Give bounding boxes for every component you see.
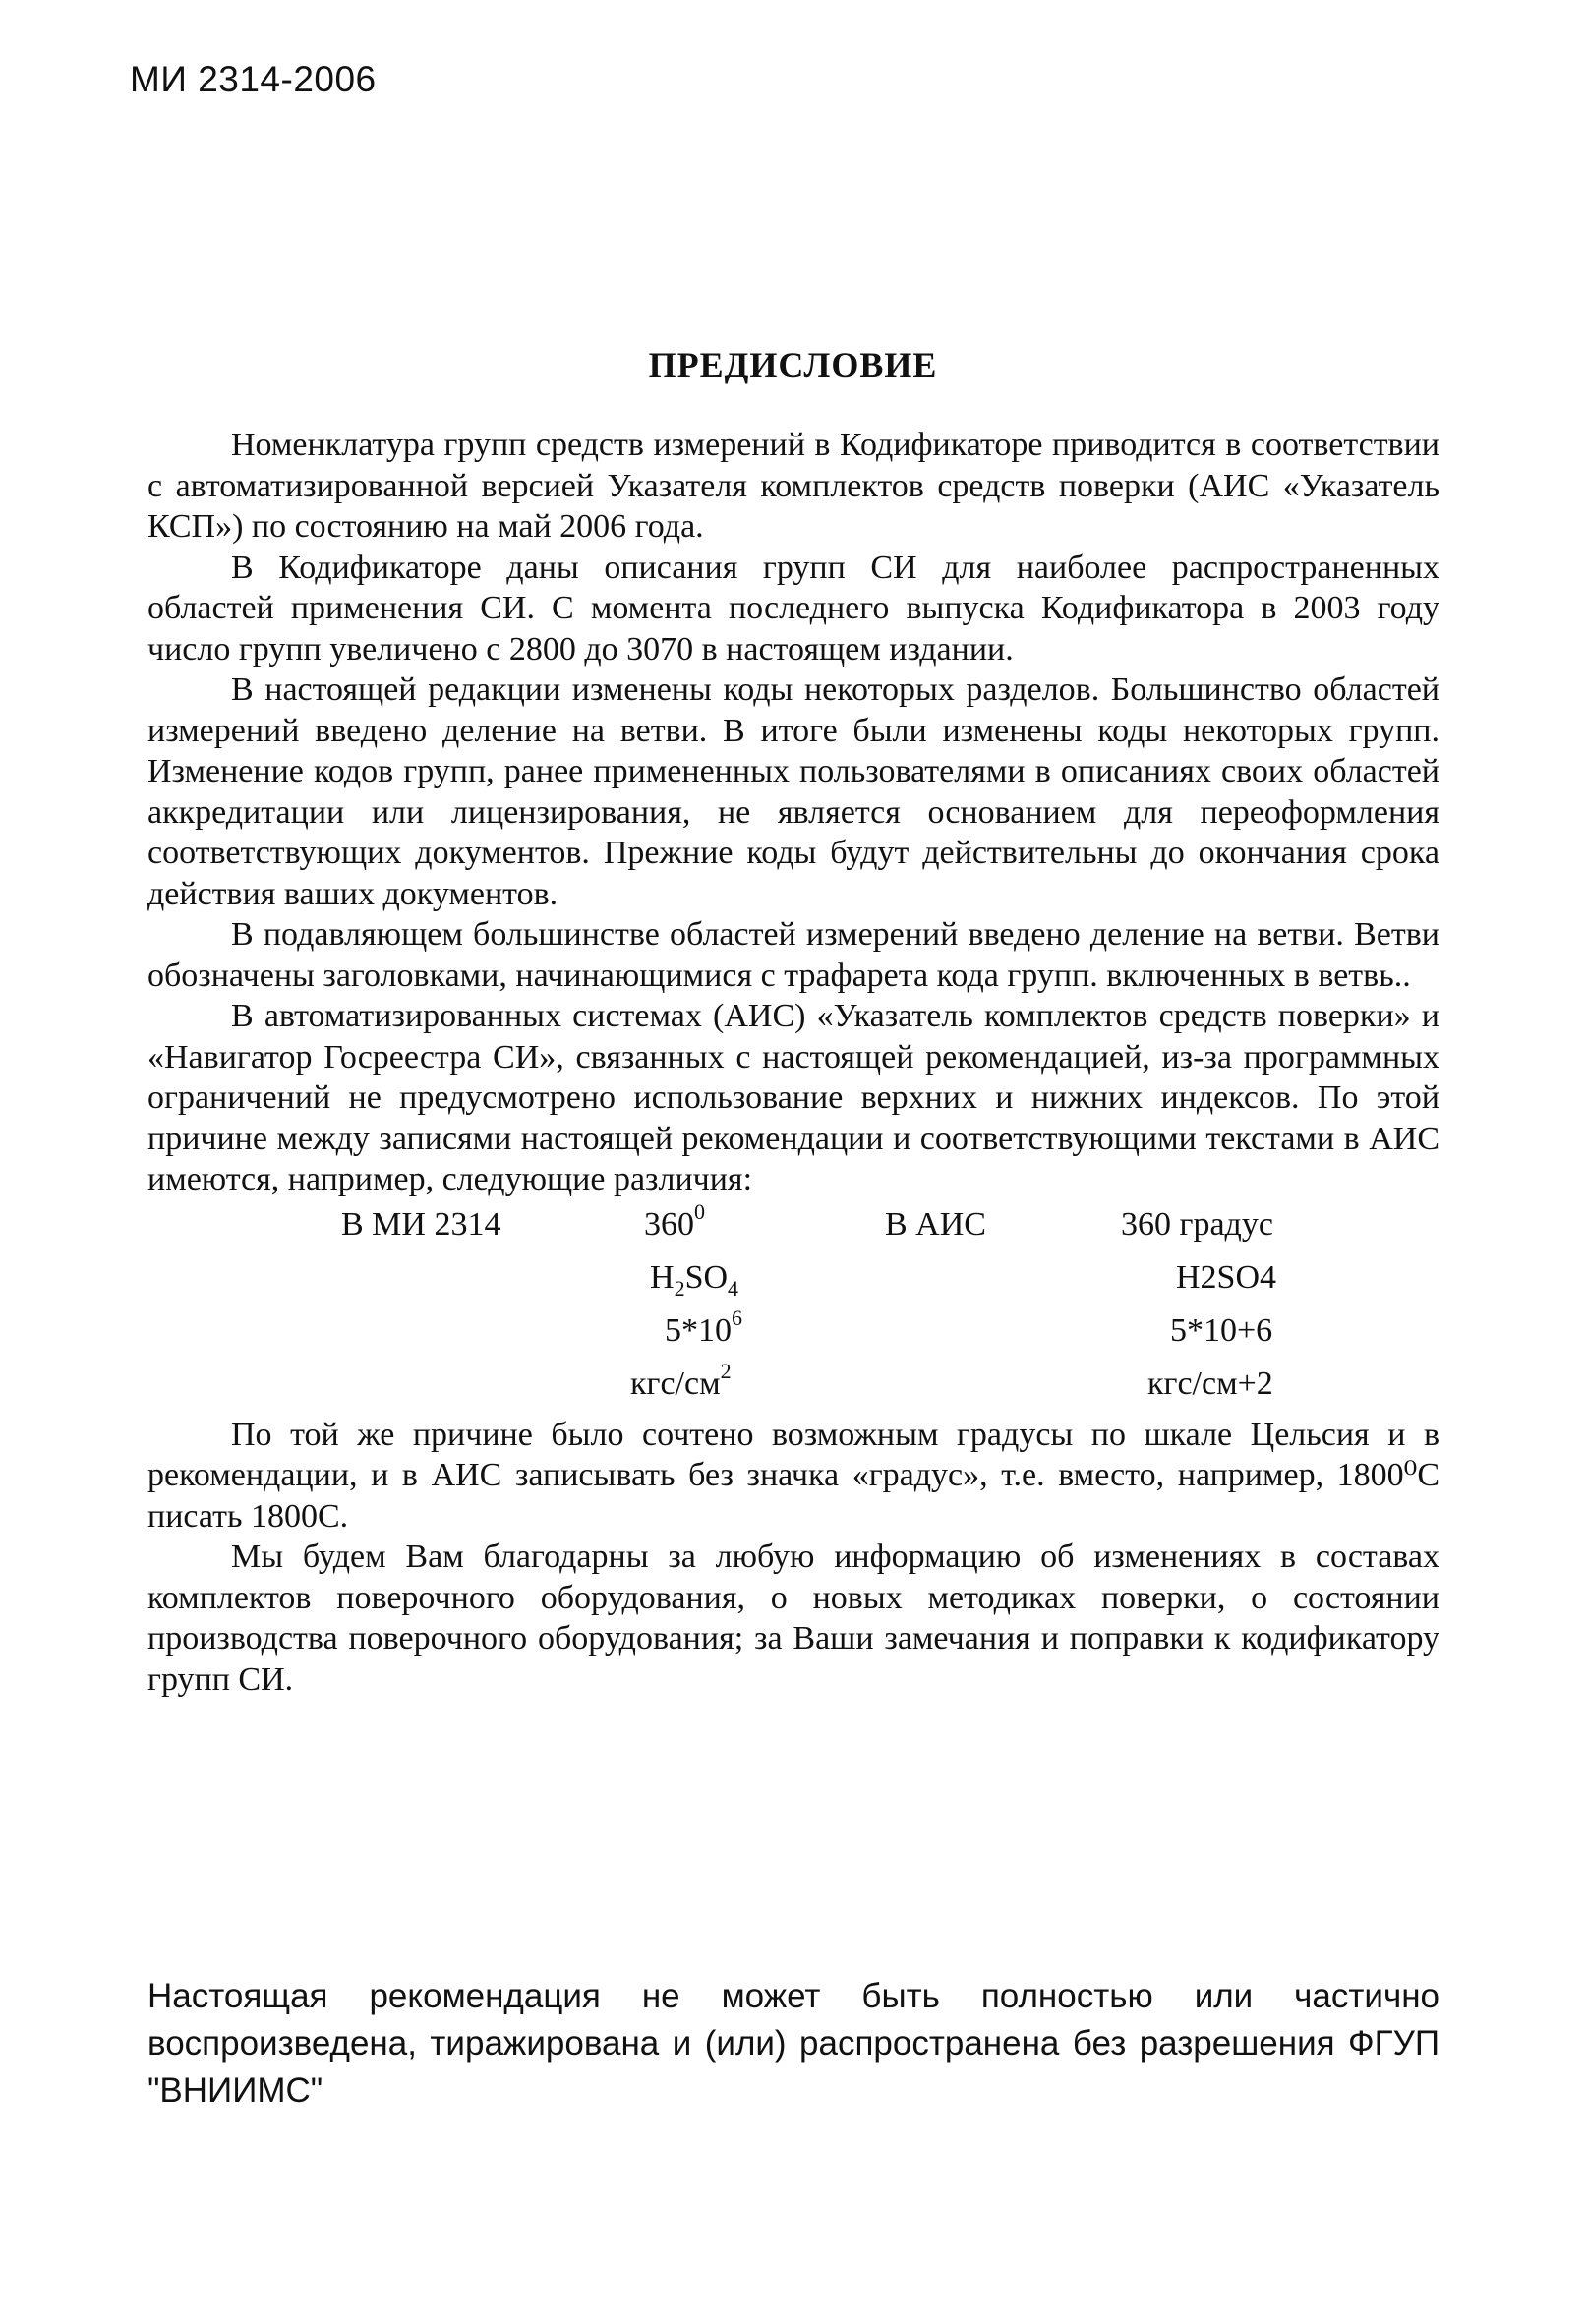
example-ais-unit: кгс/см+2 bbox=[1147, 1365, 1273, 1402]
copyright-notice: Настоящая рекомендация не может быть полностью или частично воспроизведена, тиражирована и (или) распространена без разрешения ФГУП "ВНИИМС" bbox=[147, 1977, 1439, 2110]
example-mi-power: $5*10^6$ bbox=[665, 1306, 742, 1349]
example-mi-unit: кгс/$см^2$ bbox=[630, 1359, 732, 1402]
paragraph-celsius: По той же причине было сочтено возможным градусы по шкале Цельсия и в рекомендации, и в АИС записывать без значка «градус», т.е. вместо, например, 1800⁰С писать 1800С. bbox=[147, 1416, 1439, 1535]
paragraph-code-changes: В настоящей редакции изменены коды некоторых разделов. Большинство областей измерений введено деление на ветви. В итоге были изменены коды некоторых групп. Изменение кодов групп, ранее примененных пользователями в описаниях своих областей аккредитации или лицензирования, не является основанием для переоформления соответствующих документов. Прежние коды будут действительны до окончания срока действия ваших документов. bbox=[147, 671, 1439, 912]
example-ais-degree: 360 градус bbox=[1121, 1205, 1273, 1243]
document-code: МИ 2314-2006 bbox=[130, 59, 377, 99]
paragraph-ais-limitations: В автоматизированных системах (АИС) «Указатель комплектов средств поверки» и «Навигатор Госреестра СИ», связанных с настоящей рекомендацией, из-за программных ограничений не предусмотрено использование верхних и нижних индексов. По этой причине между записями настоящей рекомендации и соответствующими текстами в АИС имеются, например, следующие различия: bbox=[147, 998, 1439, 1197]
page-title: ПРЕДИСЛОВИЕ bbox=[648, 345, 938, 384]
examples-label-ais: В АИС bbox=[885, 1205, 986, 1243]
preface-body bbox=[147, 425, 1439, 1700]
example-mi-degree-sup: 0 bbox=[694, 1199, 705, 1225]
example-ais-power: 5*10+6 bbox=[1170, 1311, 1273, 1349]
example-mi-formula: $H_2SO_4$ bbox=[650, 1258, 739, 1301]
example-ais-formula: H2SO4 bbox=[1176, 1258, 1277, 1296]
example-mi-degree-base: 360 bbox=[644, 1205, 694, 1243]
examples-label-mi: В МИ 2314 bbox=[341, 1205, 501, 1243]
paragraph-branches: В подавляющем большинстве областей измерений введено деление на ветви. Ветви обозначены заголовками, начинающимися с трафарета кода групп. включенных в ветвь.. bbox=[147, 916, 1439, 994]
paragraph-descriptions: В Кодификаторе даны описания групп СИ для наиболее распространенных областей применения СИ. С момента последнего выпуска Кодификатора в 2003 году число групп увеличено с 2800 до 3070 в настоящем издании. bbox=[147, 549, 1439, 668]
paragraph-nomenclature: Номенклатура групп средств измерений в Кодификаторе приводится в соответствии с автоматизированной версией Указателя комплектов средств поверки (АИС «Указатель КСП») по состоянию на май 2006 года. bbox=[147, 427, 1439, 545]
example-mi-degree bbox=[644, 1199, 705, 1246]
examples-comparison-table bbox=[147, 1200, 1439, 1415]
paragraph-feedback: Мы будем Вам благодарны за любую информацию об изменениях в составах комплектов поверочного оборудования, о новых методиках поверки, о состоянии производства поверочного оборудования; за Ваши замечания и поправки к кодификатору групп СИ. bbox=[147, 1539, 1439, 1698]
